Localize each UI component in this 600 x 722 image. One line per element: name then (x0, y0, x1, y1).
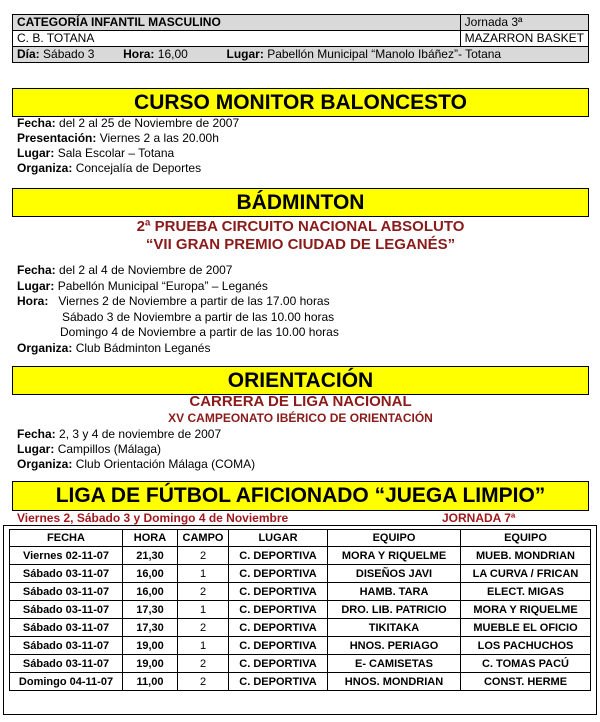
category-label: CATEGORÍA INFANTIL MASCULINO (13, 15, 461, 31)
match-fecha: Sábado 03-11-07 (10, 637, 123, 655)
match-lugar: C. DEPORTIVA (229, 583, 328, 601)
table-row (10, 673, 591, 691)
match-lugar: C. DEPORTIVA (229, 637, 328, 655)
badminton-fecha-value: del 2 al 4 de Noviembre de 2007 (59, 263, 233, 277)
table-row (10, 565, 591, 583)
away-team: MAZARRON BASKET (460, 31, 588, 47)
matches-header-row (10, 530, 591, 547)
badminton-banner (12, 188, 589, 217)
curso-lugar-label: Lugar: (17, 146, 55, 160)
table-row (10, 655, 591, 673)
match-lugar: C. DEPORTIVA (229, 673, 328, 691)
match-lugar: C. DEPORTIVA (229, 655, 328, 673)
match-campo: 1 (178, 637, 229, 655)
dia-value: Sábado 3 (43, 47, 95, 61)
match-hora: 21,30 (123, 547, 178, 565)
badminton-organiza-label: Organiza: (17, 340, 73, 355)
schedule-cell (13, 47, 589, 63)
match-equipo-2: C. TOMAS PACÚ (461, 655, 591, 673)
lugar-value: Pabellón Municipal “Manolo Ibáñez”- Totana (267, 47, 502, 61)
match-hora: 16,00 (123, 583, 178, 601)
match-lugar: C. DEPORTIVA (229, 565, 328, 583)
futbol-dates: Viernes 2, Sábado 3 y Domingo 4 de Noviembre (17, 511, 289, 525)
curso-title: CURSO MONITOR BALONCESTO (134, 91, 467, 114)
futbol-title: LIGA DE FÚTBOL AFICIONADO “JUEGA LIMPIO” (55, 484, 546, 507)
match-fecha: Sábado 03-11-07 (10, 583, 123, 601)
match-equipo-1: HNOS. MONDRIAN (328, 673, 461, 691)
matches-table (9, 529, 591, 691)
match-hora: 17,30 (123, 619, 178, 637)
col-lugar: LUGAR (229, 530, 328, 547)
curso-presentacion-value: Viernes 2 a las 20.00h (99, 131, 219, 145)
match-campo: 2 (178, 583, 229, 601)
match-fecha: Sábado 03-11-07 (10, 565, 123, 583)
match-campo: 1 (178, 565, 229, 583)
orientacion-subtitle-2: XV CAMPEONATO IBÉRICO DE ORIENTACIÓN (168, 411, 433, 425)
table-row (10, 601, 591, 619)
match-campo: 2 (178, 673, 229, 691)
hora-value: 16,00 (157, 47, 188, 61)
match-equipo-2: LOS PACHUCHOS (461, 637, 591, 655)
badminton-lugar-label: Lugar: (17, 278, 55, 293)
futbol-banner (12, 481, 589, 511)
badminton-hora-3: Domingo 4 de Noviembre a partir de las 10.00 horas (60, 325, 339, 339)
match-fecha: Sábado 03-11-07 (10, 655, 123, 673)
badminton-fecha-label: Fecha: (17, 263, 56, 277)
col-equipo-local: EQUIPO (328, 530, 461, 547)
dia-label: Día: (17, 47, 40, 61)
match-equipo-1: E- CAMISETAS (328, 655, 461, 673)
badminton-title: BÁDMINTON (236, 191, 365, 214)
curso-banner (12, 88, 589, 117)
match-equipo-1: DISEÑOS JAVI (328, 565, 461, 583)
match-equipo-1: MORA Y RIQUELME (328, 547, 461, 565)
match-equipo-2: MORA Y RIQUELME (461, 601, 591, 619)
match-equipo-2: LA CURVA / FRICAN (461, 565, 591, 583)
table-row (10, 547, 591, 565)
match-equipo-2: CONST. HERME (461, 673, 591, 691)
curso-fecha-label: Fecha: (17, 116, 56, 130)
badminton-lugar-value: Pabellón Municipal “Europa” – Leganés (57, 278, 268, 293)
badminton-details (17, 263, 339, 356)
futbol-jornada: JORNADA 7ª (442, 511, 516, 525)
match-hora: 19,00 (123, 655, 178, 673)
match-lugar: C. DEPORTIVA (229, 601, 328, 619)
matches-frame (3, 525, 597, 715)
orientacion-title: ORIENTACIÓN (227, 369, 374, 392)
match-equipo-1: DRO. LIB. PATRICIO (328, 601, 461, 619)
match-equipo-2: MUEB. MONDRIAN (461, 547, 591, 565)
curso-organiza-label: Organiza: (17, 161, 73, 175)
curso-lugar-value: Sala Escolar – Totana (57, 146, 175, 160)
lugar-label: Lugar: (226, 47, 264, 61)
curso-presentacion-label: Presentación: (17, 131, 97, 145)
curso-fecha-value: del 2 al 25 de Noviembre de 2007 (59, 116, 240, 130)
schedule-row (13, 47, 589, 63)
match-hora: 17,30 (123, 601, 178, 619)
orientacion-fecha-label: Fecha: (17, 427, 56, 441)
fixture-header-row (13, 15, 589, 31)
badminton-hora-2: Sábado 3 de Noviembre a partir de las 10.00 horas (62, 309, 335, 324)
match-equipo-1: HAMB. TARA (328, 583, 461, 601)
orientacion-lugar-label: Lugar: (17, 442, 55, 456)
orientacion-lugar-value: Campillos (Málaga) (57, 442, 162, 456)
match-equipo-1: TIKITAKA (328, 619, 461, 637)
match-lugar: C. DEPORTIVA (229, 547, 328, 565)
badminton-organiza-value: Club Bádminton Leganés (75, 340, 211, 355)
hora-label: Hora: (123, 47, 155, 61)
match-equipo-2: ELECT. MIGAS (461, 583, 591, 601)
badminton-hora-1: Viernes 2 de Noviembre a partir de las 17.00 horas (58, 294, 330, 308)
match-hora: 11,00 (123, 673, 178, 691)
orientacion-subtitle-1: CARRERA DE LIGA NACIONAL (189, 393, 412, 410)
curso-details (17, 116, 239, 176)
badminton-subtitle-2: “VII GRAN PREMIO CIUDAD DE LEGANÉS” (145, 236, 456, 253)
match-fecha: Domingo 04-11-07 (10, 673, 123, 691)
badminton-subtitle-1: 2ª PRUEBA CIRCUITO NACIONAL ABSOLUTO (136, 218, 465, 235)
match-campo: 2 (178, 547, 229, 565)
orientacion-banner (12, 366, 589, 395)
badminton-hora-label: Hora: (17, 294, 49, 308)
table-row (10, 637, 591, 655)
col-hora: HORA (123, 530, 178, 547)
home-team: C. B. TOTANA (13, 31, 461, 47)
orientacion-organiza-value: Club Orientación Málaga (COMA) (75, 457, 256, 471)
match-campo: 2 (178, 619, 229, 637)
jornada-label: Jornada 3ª (460, 15, 588, 31)
match-campo: 1 (178, 601, 229, 619)
match-fecha: Sábado 03-11-07 (10, 601, 123, 619)
orientacion-fecha-value: 2, 3 y 4 de noviembre de 2007 (59, 427, 222, 441)
match-hora: 19,00 (123, 637, 178, 655)
match-campo: 2 (178, 655, 229, 673)
match-fecha: Viernes 02-11-07 (10, 547, 123, 565)
orientacion-organiza-label: Organiza: (17, 457, 73, 471)
table-row (10, 583, 591, 601)
col-fecha: FECHA (10, 530, 123, 547)
match-equipo-1: HNOS. PERIAGO (328, 637, 461, 655)
match-lugar: C. DEPORTIVA (229, 619, 328, 637)
orientacion-details (17, 427, 255, 472)
col-campo: CAMPO (178, 530, 229, 547)
teams-row (13, 31, 589, 47)
fixture-info-table (12, 14, 589, 63)
match-fecha: Sábado 03-11-07 (10, 619, 123, 637)
col-equipo-visitante: EQUIPO (461, 530, 591, 547)
curso-organiza-value: Concejalía de Deportes (75, 161, 202, 175)
match-equipo-2: MUEBLE EL OFICIO (461, 619, 591, 637)
table-row (10, 619, 591, 637)
match-hora: 16,00 (123, 565, 178, 583)
